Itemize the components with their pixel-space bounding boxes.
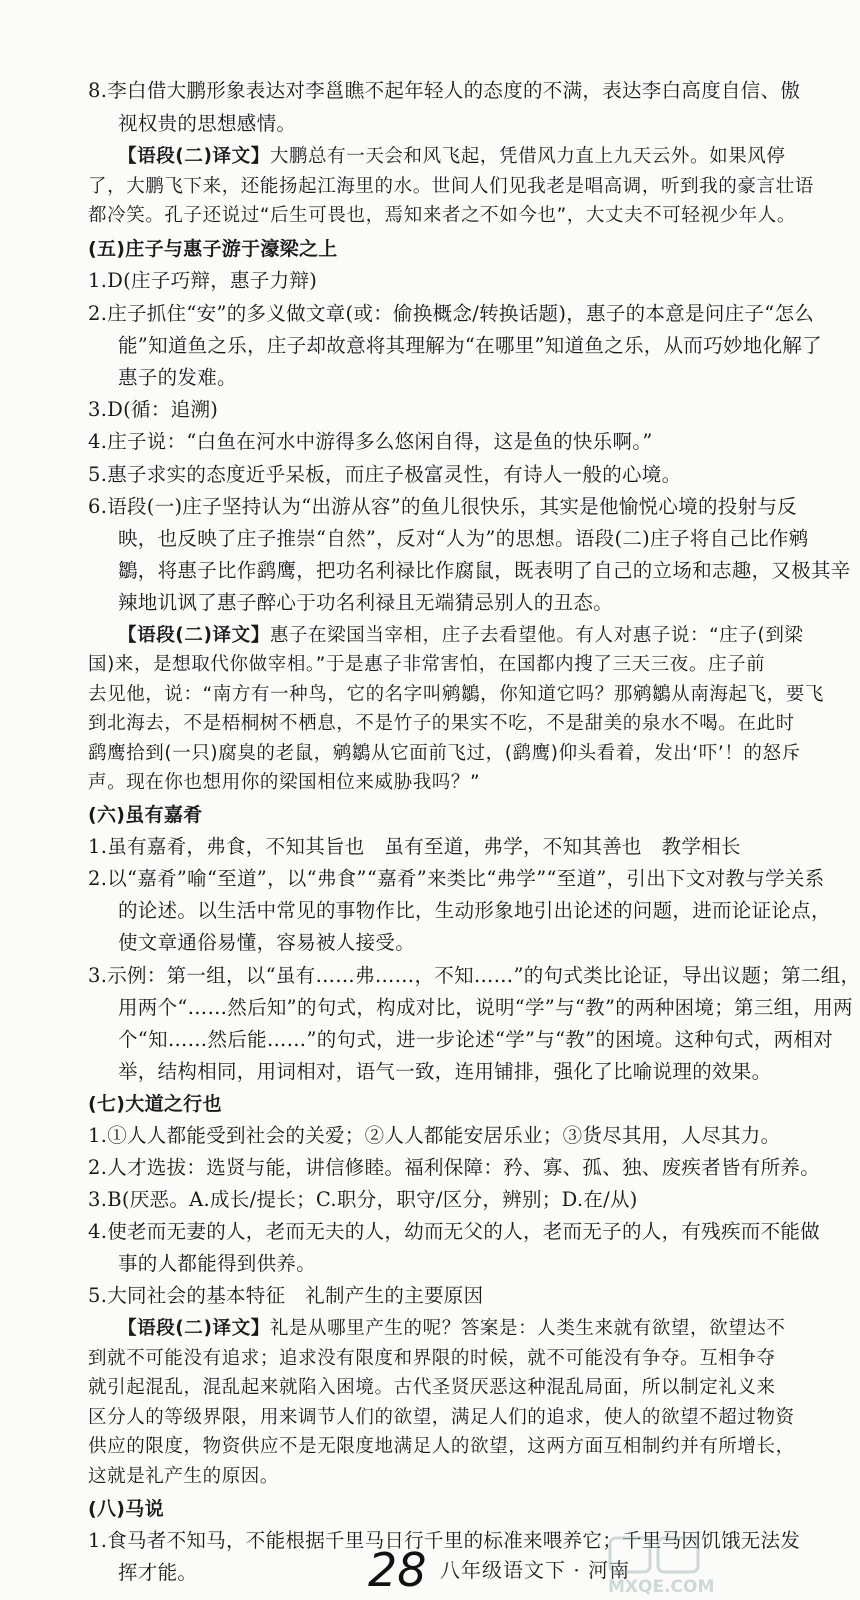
line-text: (七)大道之行也 xyxy=(88,1093,222,1115)
line-text: 视权贵的思想感情。 xyxy=(118,112,297,135)
answer-line xyxy=(0,111,743,137)
section-heading xyxy=(0,236,743,262)
line-text: 2.庄子抓住“安”的多义做文章(或：偷换概念/转换话题)，惠子的本意是问庄子“怎么 xyxy=(88,302,815,325)
answer-line xyxy=(0,365,743,391)
line-text: (五)庄子与惠子游于濠梁之上 xyxy=(88,238,338,260)
line-text: 区分人的等级界限，用来调节人们的欲望，满足人们的追求，使人的欲望不超过物资 xyxy=(88,1407,795,1428)
line-text: 5.惠子求实的态度近乎呆板，而庄子极富灵性，有诗人一般的心境。 xyxy=(88,463,682,486)
line-text: (六)虽有嘉肴 xyxy=(88,804,203,826)
answer-line xyxy=(0,397,743,423)
line-text: 辣地讥讽了惠子醉心于功名利禄且无端猜忌别人的丑态。 xyxy=(118,591,614,614)
answer-line xyxy=(0,834,743,860)
section-heading xyxy=(0,1496,743,1522)
translation-line xyxy=(0,1434,795,1460)
translation-line xyxy=(0,203,796,229)
answer-line xyxy=(0,1251,743,1277)
translation-line xyxy=(0,770,743,796)
line-text: 鹞鹰拾到(一只)腐臭的老鼠，鹓鶵从它面前飞过，(鹞鹰)仰头看着，发出‘吓’！的怒斥 xyxy=(88,743,801,764)
translation-line xyxy=(0,1464,743,1490)
line-text: 惠子的发难。 xyxy=(118,366,237,389)
answer-line xyxy=(0,301,815,327)
handwritten-page-number: 28 xyxy=(368,1543,427,1597)
answer-line xyxy=(0,930,743,956)
translation-line xyxy=(0,1405,795,1431)
translation-line xyxy=(0,623,804,649)
line-text: 3.B(厌恶。A.成长/提长；C.职分，职守/区分，辨别；D.在/从) xyxy=(88,1188,638,1211)
line-text: 2.人才选拔：选贤与能，讲信修睦。福利保障：矜、寡、孤、独、废疾者皆有所养。 xyxy=(88,1156,821,1179)
answer-line xyxy=(0,78,801,104)
line-text: 6.语段(一)庄子坚持认为“出游从容”的鱼儿很快乐，其实是他愉悦心境的投射与反 xyxy=(88,495,797,518)
line-text: 礼是从哪里产生的呢？答案是：人类生来就有欲望，欲望达不 xyxy=(269,1318,786,1339)
answer-line xyxy=(0,494,797,520)
line-text: 都冷笑。孔子还说过“后生可畏也，焉知来者之不如今也”，大丈夫不可轻视少年人。 xyxy=(88,205,796,226)
translation-line xyxy=(0,174,814,200)
line-text: 4.使老而无妻的人，老而无夫的人，幼而无父的人，老而无子的人，有残疾而不能做 xyxy=(88,1220,821,1243)
section-heading xyxy=(0,1091,743,1117)
translation-line xyxy=(0,741,801,767)
watermark-logo-icon xyxy=(600,1530,743,1600)
section-heading xyxy=(0,802,743,828)
line-text: 到就不可能没有追求；追求没有限度和界限的时候，就不可能没有争夺。互相争夺 xyxy=(88,1348,776,1369)
line-text: 1.D(庄子巧辩，惠子力辩) xyxy=(88,269,318,292)
translation-line xyxy=(0,1375,776,1401)
translation-line xyxy=(0,1316,786,1342)
translation-label: 【语段(二)译文】 xyxy=(118,625,270,646)
line-text: 声。现在你也想用你的梁国相位来威胁我吗？” xyxy=(88,772,481,793)
line-text: 1.①人人都能受到社会的关爱；②人人都能安居乐业；③货尽其用，人尽其力。 xyxy=(88,1124,781,1147)
answer-line xyxy=(0,963,860,989)
line-text: 国)来，是想取代你做宰相。”于是惠子非常害怕，在国都内搜了三天三夜。庄子前 xyxy=(88,654,766,675)
answer-line xyxy=(0,898,831,924)
answer-line xyxy=(0,866,825,892)
answer-line xyxy=(0,995,853,1021)
line-text: 了，大鹏飞下来，还能扬起江海里的水。世间人们见我老是唱高调，听到我的豪言壮语 xyxy=(88,176,814,197)
line-text: 就引起混乱，混乱起来就陷入困境。古代圣贤厌恶这种混乱局面，所以制定礼义来 xyxy=(88,1377,776,1398)
line-text: 3.示例：第一组，以“虽有……弗……，不知……”的句式类比论证，导出议题；第二组， xyxy=(88,964,860,987)
footer-book-label: 八年级语文下 · 河南 xyxy=(440,1558,631,1582)
line-text: 鶵，将惠子比作鹞鹰，把功名利禄比作腐鼠，既表明了自己的立场和志趣，又极其辛 xyxy=(118,559,851,582)
line-text: 这就是礼产生的原因。 xyxy=(88,1466,280,1487)
line-text: 大鹏总有一天会和风飞起，凭借风力直上九天云外。如果风停 xyxy=(269,146,786,167)
answer-line xyxy=(0,1187,743,1213)
answer-line xyxy=(0,558,851,584)
line-text: 举，结构相同，用词相对，语气一致，连用铺排，强化了比喻说理的效果。 xyxy=(118,1060,772,1083)
line-text: 供应的限度，物资供应不是无限度地满足人的欲望，这两方面互相制约并有所增长， xyxy=(88,1436,795,1457)
translation-line xyxy=(0,652,766,678)
watermark-text: MXQE.COM xyxy=(608,1577,715,1597)
line-text: 2.以“嘉肴”喻“至道”，以“弗食”“嘉肴”来类比“弗学”“至道”，引出下文对教与学关系 xyxy=(88,867,825,890)
answer-line xyxy=(0,1059,772,1085)
line-text: 个“知……然后能……”的句式，进一步论述“学”与“教”的困境。这种句式，两相对 xyxy=(118,1028,834,1051)
line-text: 惠子在梁国当宰相，庄子去看望他。有人对惠子说：“庄子(到梁 xyxy=(269,625,804,646)
answer-line xyxy=(0,590,743,616)
line-text: 能”知道鱼之乐，庄子却故意将其理解为“在哪里”知道鱼之乐，从而巧妙地化解了 xyxy=(118,334,823,357)
line-text: 4.庄子说：“白鱼在河水中游得多么悠闲自得，这是鱼的快乐啊。” xyxy=(88,430,653,453)
answer-line xyxy=(0,1027,834,1053)
line-text: 8.李白借大鹏形象表达对李邕瞧不起年轻人的态度的不满，表达李白高度自信、傲 xyxy=(88,79,801,102)
line-text: 去见他，说：“南方有一种鸟，它的名字叫鹓鶵，你知道它吗？那鹓鶵从南海起飞，要飞 xyxy=(88,684,824,705)
line-text: 事的人都能得到供养。 xyxy=(118,1252,317,1275)
line-text: 到北海去，不是梧桐树不栖息，不是竹子的果实不吃，不是甜美的泉水不喝。在此时 xyxy=(88,713,795,734)
line-text: 5.大同社会的基本特征 礼制产生的主要原因 xyxy=(88,1284,484,1307)
line-text: 用两个“……然后知”的句式，构成对比，说明“学”与“教”的两种困境；第三组，用两 xyxy=(118,996,853,1019)
answer-line xyxy=(0,429,743,455)
translation-label: 【语段(二)译文】 xyxy=(118,1318,270,1339)
answer-line xyxy=(0,1219,821,1245)
line-text: (八)马说 xyxy=(88,1498,164,1520)
line-text: 3.D(循：追溯) xyxy=(88,398,219,421)
answer-line xyxy=(0,1283,743,1309)
line-text: 的论述。以生活中常见的事物作比，生动形象地引出论述的问题，进而论证论点， xyxy=(118,899,831,922)
translation-label: 【语段(二)译文】 xyxy=(118,146,270,167)
line-text: 映，也反映了庄子推崇“自然”，反对“人为”的思想。语段(二)庄子将自己比作鹓 xyxy=(118,527,809,550)
answer-line xyxy=(0,333,823,359)
answer-line xyxy=(0,526,809,552)
answer-line xyxy=(0,1123,781,1149)
line-text: 挥才能。 xyxy=(118,1561,198,1584)
translation-line xyxy=(0,682,824,708)
answer-line xyxy=(0,268,743,294)
line-text: 使文章通俗易懂，容易被人接受。 xyxy=(118,931,416,954)
line-text: 1.食马者不知马，不能根据千里马日行千里的标准来喂养它；千里马因饥饿无法发 xyxy=(88,1529,801,1552)
answer-line xyxy=(0,1155,821,1181)
translation-line xyxy=(0,144,786,170)
translation-line xyxy=(0,711,795,737)
answer-line xyxy=(0,462,743,488)
line-text: 1.虽有嘉肴，弗食，不知其旨也 虽有至道，弗学，不知其善也 教学相长 xyxy=(88,835,741,858)
translation-line xyxy=(0,1346,776,1372)
